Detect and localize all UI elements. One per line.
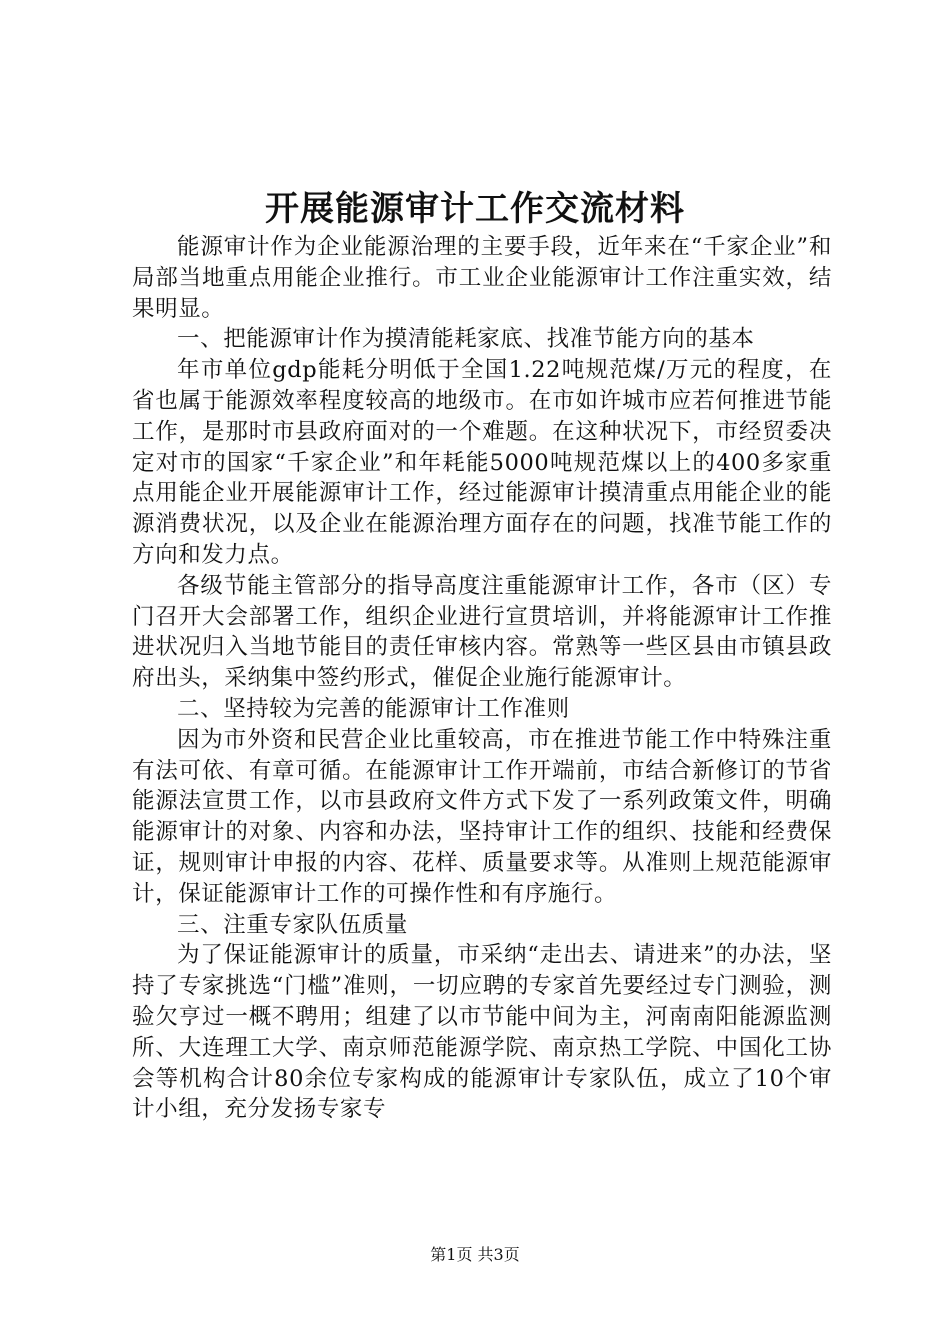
paragraph-section-2: 因为市外资和民营企业比重较高，市在推进节能工作中特殊注重有法可依、有章可循。在能源审计工作开端前，市结合新修订的节省能源法宣贯工作，以市县政府文件方式下发了一系列政策文件，明确能源审计的对象、内容和办法，坚持审计工作的组织、技能和经费保证，规则审计申报的内容、花样、质量要求等。从准则上规范能源审计，保证能源审计工作的可操作性和有序施行。 <box>132 726 832 907</box>
section-heading-3: 三、注重专家队伍质量 <box>177 911 409 938</box>
paragraph-intro: 能源审计作为企业能源治理的主要手段，近年来在“千家企业”和局部当地重点用能企业推行。市工业企业能源审计工作注重实效，结果明显。 <box>132 234 832 322</box>
paragraph-section-3: 为了保证能源审计的质量，市采纳“走出去、请进来”的办法，坚持了专家挑选“门槛”准则，一切应聘的专家首先要经过专门测验，测验欠亨过一概不聘用；组建了以市节能中间为主，河南南阳能源监测所、大连理工大学、南京师范能源学院、南京热工学院、中国化工协会等机构合计80余位专家构成的能源审计专家队伍，成立了10个审计小组，充分发扬专家专 <box>132 942 832 1123</box>
section-heading-1: 一、把能源审计作为摸清能耗家底、找准节能方向的基本 <box>177 326 755 353</box>
paragraph-section-1: 年市单位gdp能耗分明低于全国1.22吨规范煤/万元的程度，在省也属于能源效率程度较高的地级市。在市如许城市应若何推进节能工作，是那时市县政府面对的一个难题。在这种状况下，市经贸委决定对市的国家“千家企业”和年耗能5000吨规范煤以上的400多家重点用能企业开展能源审计工作，经过能源审计摸清重点用能企业的能源消费状况，以及企业在能源治理方面存在的问题，找准节能工作的方向和发力点。 <box>132 357 832 568</box>
page-title: 开展能源审计工作交流材料 <box>265 189 685 229</box>
paragraph-section-1-b: 各级节能主管部分的指导高度注重能源审计工作，各市（区）专门召开大会部署工作，组织企业进行宣贯培训，并将能源审计工作推进状况归入当地节能目的责任审核内容。常熟等一些区县由市镇县政府出头，采纳集中签约形式，催促企业施行能源审计。 <box>132 572 832 692</box>
section-heading-2: 二、坚持较为完善的能源审计工作准则 <box>177 695 570 722</box>
page-number-footer: 第1页 共3页 <box>430 1245 520 1264</box>
document-body <box>132 232 832 1125</box>
